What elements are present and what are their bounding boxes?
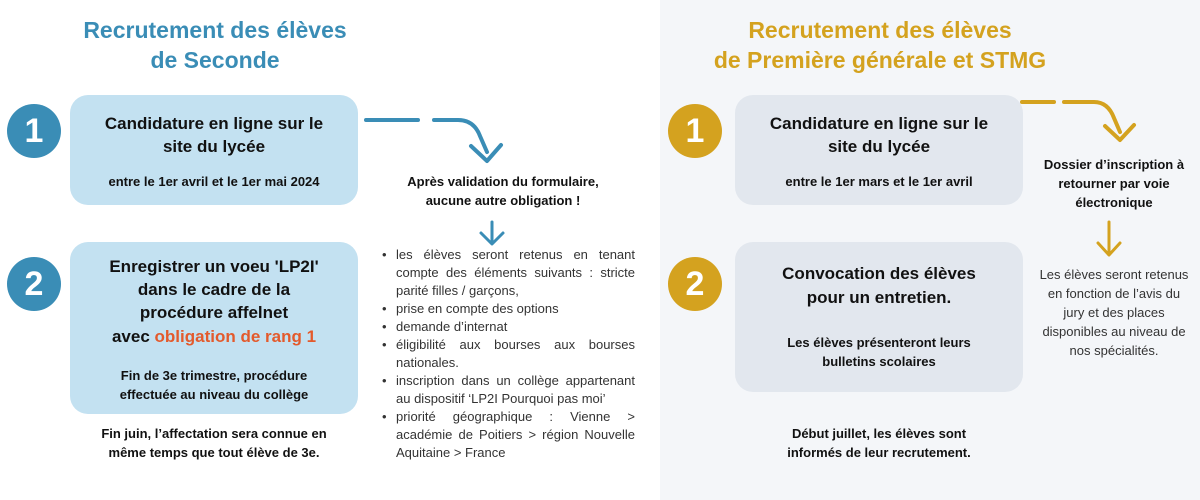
selection-line3: jury et des places	[1063, 305, 1165, 320]
step1-number-badge: 1	[7, 104, 61, 158]
step2-line2: pour un entretien.	[806, 288, 952, 307]
step1-line2: site du lycée	[162, 137, 266, 156]
after-validation-line1: Après validation du formulaire,	[407, 174, 599, 189]
seconde-result-line1: Fin juin, l’affectation sera connue en	[101, 426, 327, 441]
criteria-item: • demande d’internat	[380, 318, 635, 336]
premiere-result-note	[735, 424, 1023, 462]
seconde-step2-box	[70, 242, 358, 414]
step2-line2: dans le cadre de la	[137, 280, 291, 299]
step2-note-line2: bulletins scolaires	[822, 354, 936, 369]
step1-line2: site du lycée	[827, 137, 931, 156]
criteria-item: • les élèves seront retenus en tenant compte des éléments suivants : stricte parité filles / garçons,	[380, 246, 635, 300]
seconde-result-note	[70, 424, 358, 462]
premiere-title-line1: Recrutement des élèves	[748, 17, 1012, 43]
premiere-title	[680, 15, 1080, 75]
selection-criteria-list	[380, 246, 635, 462]
criteria-item: • prise en compte des options	[380, 300, 635, 318]
dossier-line2: retourner par voie	[1058, 176, 1170, 191]
selection-line4: disponibles au niveau de	[1042, 324, 1186, 339]
step1-dates: entre le 1er mars et le 1er avril	[785, 174, 973, 189]
step2-line4-prefix: avec	[111, 327, 155, 346]
premiere-panel	[660, 0, 1200, 500]
criteria-item: • priorité géographique : Vienne > académie de Poitiers > région Nouvelle Aquitaine > France	[380, 408, 635, 462]
step2-line4	[70, 325, 358, 348]
premiere-title-line2: de Première générale et STMG	[713, 47, 1047, 73]
step2-number-badge: 2	[7, 257, 61, 311]
seconde-title-line2: de Seconde	[150, 47, 280, 73]
selection-line2: en fonction de l’avis du	[1047, 286, 1181, 301]
after-validation-note	[378, 172, 628, 210]
premiere-connector-arrow-icon	[1018, 90, 1158, 150]
after-validation-line2: aucune autre obligation !	[425, 193, 581, 208]
seconde-result-line2: même temps que tout élève de 3e.	[108, 445, 320, 460]
step1-line1: Candidature en ligne sur le	[769, 114, 989, 133]
step2-note-line1: Fin de 3e trimestre, procédure	[120, 368, 308, 383]
step2-number-badge: 2	[668, 257, 722, 311]
step1-line1: Candidature en ligne sur le	[104, 114, 324, 133]
dossier-line3: électronique	[1075, 195, 1153, 210]
criteria-item: • éligibilité aux bourses aux bourses nationales.	[380, 336, 635, 372]
criteria-item: • inscription dans un collège appartenant au dispositif ‘LP2I Pourquoi pas moi’	[380, 372, 635, 408]
step1-dates: entre le 1er avril et le 1er mai 2024	[108, 174, 320, 189]
premiere-result-line2: informés de leur recrutement.	[787, 445, 971, 460]
selection-line1: Les élèves seront retenus	[1039, 267, 1189, 282]
selection-note	[1030, 265, 1198, 360]
selection-line5: nos spécialités.	[1069, 343, 1159, 358]
seconde-title	[40, 15, 390, 75]
step2-line1: Convocation des élèves	[782, 264, 976, 283]
seconde-connector-arrow-icon	[360, 108, 510, 168]
step2-note-line2: effectuée au niveau du collège	[119, 387, 309, 402]
step2-line3: procédure affelnet	[139, 303, 289, 322]
down-arrow-icon	[1095, 220, 1125, 260]
premiere-result-line1: Début juillet, les élèves sont	[791, 426, 967, 441]
rank-obligation-highlight: obligation de rang 1	[154, 327, 317, 346]
premiere-step1-box	[735, 95, 1023, 205]
premiere-step2-box	[735, 242, 1023, 392]
seconde-step1-box	[70, 95, 358, 205]
down-arrow-icon	[478, 220, 508, 248]
seconde-title-line1: Recrutement des élèves	[83, 17, 347, 43]
dossier-note	[1030, 155, 1198, 212]
step2-note-line1: Les élèves présenteront leurs	[787, 335, 971, 350]
dossier-line1: Dossier d’inscription à	[1043, 157, 1185, 172]
step2-line1: Enregistrer un voeu 'LP2I'	[109, 257, 319, 276]
step1-number-badge: 1	[668, 104, 722, 158]
